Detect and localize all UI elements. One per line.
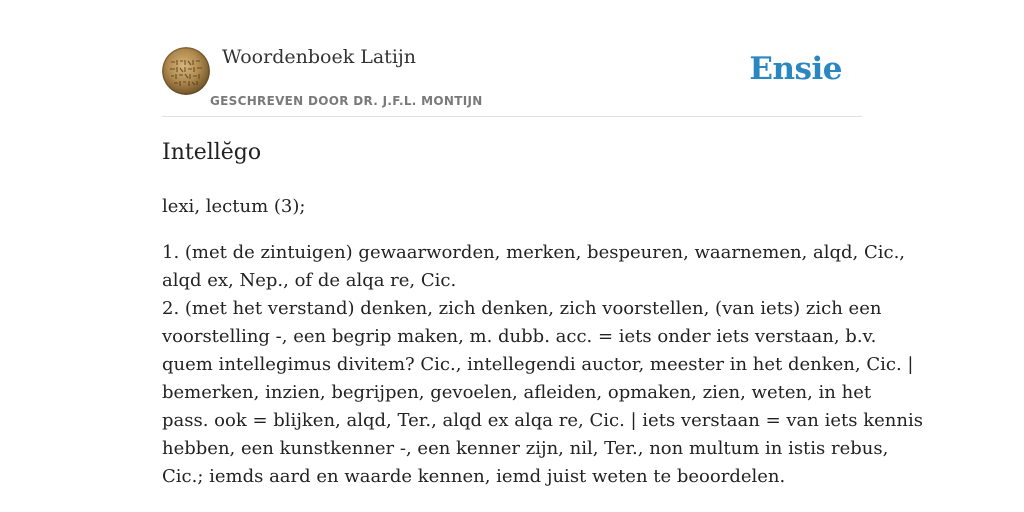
definition-line: quem intellegimus divitem? Cic., intellegendi auctor, meester in het denken, Cic. | (162, 354, 914, 375)
definition-line: 2. (met het verstand) denken, zich denken, zich voorstellen, (van iets) zich een (162, 298, 882, 319)
header (162, 0, 862, 117)
page (162, 0, 923, 512)
entry-forms: lexi, lectum (3); (162, 196, 306, 217)
brand-logo[interactable]: Ensie (749, 51, 842, 87)
definition-line: 1. (met de zintuigen) gewaarworden, merken, bespeuren, waarnemen, alqd, Cic., (162, 242, 906, 263)
entry-definition (162, 239, 923, 491)
definition-line: voorstelling -, een begrip maken, m. dubb. acc. = iets onder iets verstaan, b.v. (162, 326, 877, 347)
seal-graphic (162, 47, 210, 95)
definition-line: hebben, een kunstkenner -, een kenner zijn, nil, Ter., non multum in istis rebus, (162, 438, 889, 459)
book-title[interactable]: Woordenboek Latijn (222, 46, 417, 68)
latin-seal-icon[interactable] (162, 47, 210, 95)
author-byline[interactable]: GESCHREVEN DOOR DR. J.F.L. MONTIJN (210, 94, 483, 108)
definition-line: bemerken, inzien, begrijpen, gevoelen, afleiden, opmaken, zien, weten, in het (162, 382, 872, 403)
definition-line: alqd ex, Nep., of de alqa re, Cic. (162, 270, 457, 291)
definition-line: pass. ook = blijken, alqd, Ter., alqd ex alqa re, Cic. | iets verstaan = van iets kennis (162, 410, 923, 431)
definition-line: Cic.; iemds aard en waarde kennen, iemd juist weten te beoordelen. (162, 466, 786, 487)
entry-headword: Intellĕgo (162, 140, 262, 165)
